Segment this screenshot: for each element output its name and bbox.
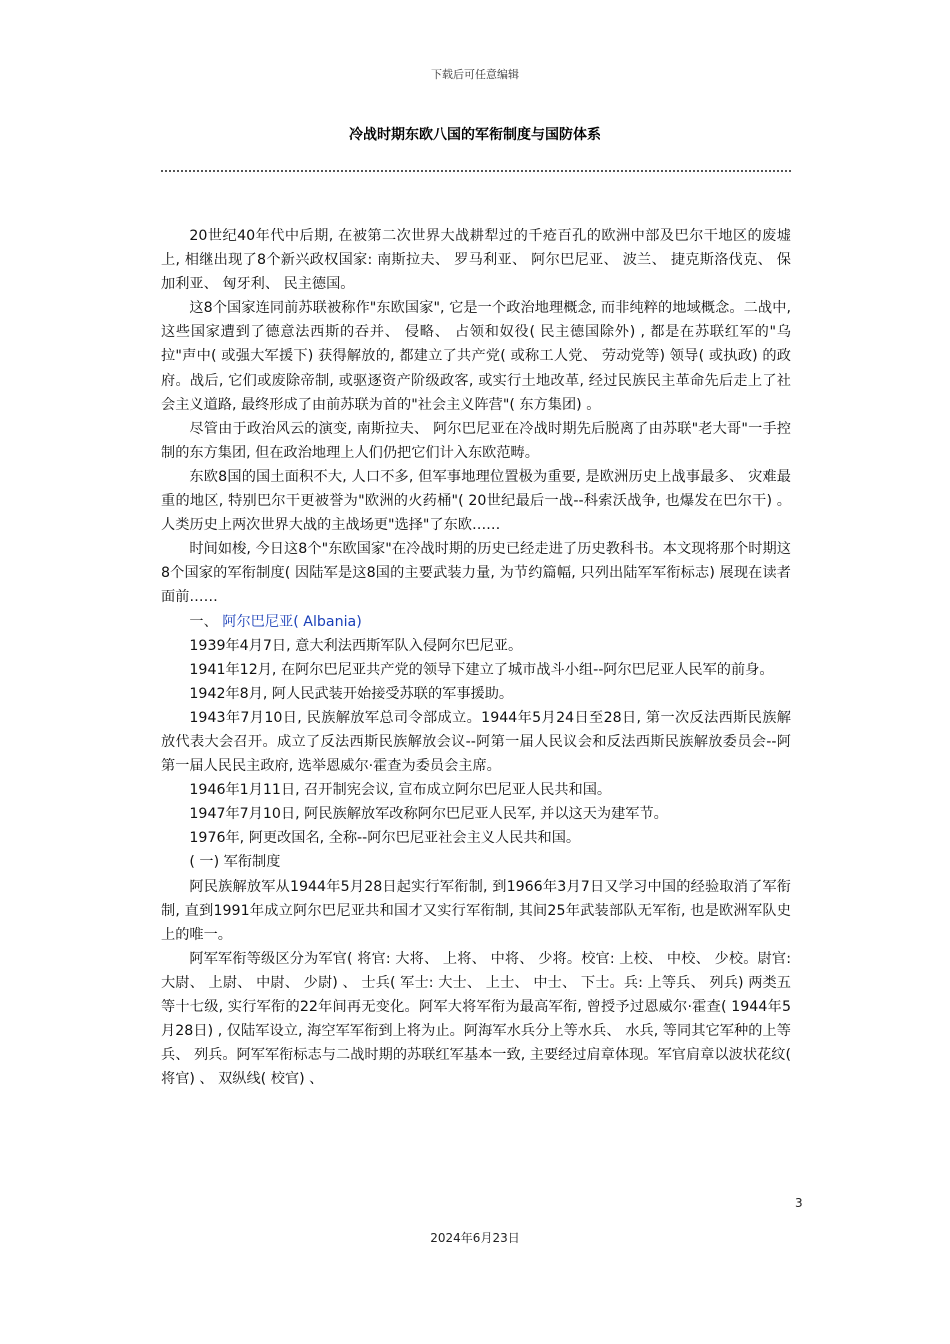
- history-paragraph-1: 1939年4月7日, 意大利法西斯军队入侵阿尔巴尼亚。: [189, 637, 523, 654]
- history-paragraph-2: 1941年12月, 在阿尔巴尼亚共产党的领导下建立了城市战斗小组--阿尔巴尼亚人民军的前身。: [189, 661, 774, 678]
- section-heading-albania: [161, 610, 791, 634]
- footer-date: 2024年6月23日: [430, 1231, 520, 1245]
- rank-paragraph-1: 阿民族解放军从1944年5月28日起实行军衔制, 到1966年3月7日又学习中国的经验取消了军衔制, 直到1991年成立阿尔巴尼亚共和国才又实行军衔制, 其间25年武装部队无军衔, 也是欧洲军队史上的唯一。: [161, 878, 791, 943]
- title-divider: [161, 170, 791, 172]
- document-body: [161, 224, 791, 1091]
- header-note: 下载后可任意编辑: [431, 68, 519, 81]
- intro-paragraph-3: 尽管由于政治风云的演变, 南斯拉夫、 阿尔巴尼亚在冷战时期先后脱离了由苏联"老大哥"一手控制的东方集团, 但在政治地理上人们仍把它们计入东欧范畴。: [161, 420, 791, 461]
- intro-paragraph-2: 这8个国家连同前苏联被称作"东欧国家", 它是一个政治地理概念, 而非纯粹的地域概念。二战中, 这些国家遭到了德意法西斯的吞并、 侵略、 占领和奴役( 民主德国除外) , 都是在苏联红军的"乌拉"声中( 或强大军援下) 获得解放的, 都建立了共产党( 或称工人党、 劳动党等) 领导( 或执政) 的政府。战后, 它们或废除帝制, 或驱逐资产阶级政客, 或实行土地改革, 经过民族民主革命先后走上了社会主义道路, 最终形成了由前苏联为首的"社会主义阵营"( 东方集团) 。: [161, 300, 791, 413]
- history-paragraph-7: 1976年, 阿更改国名, 全称--阿尔巴尼亚社会主义人民共和国。: [189, 830, 581, 847]
- rank-paragraph-2: 阿军军衔等级区分为军官( 将官: 大将、 上将、 中将、 少将。校官: 上校、 中校、 少校。尉官: 大尉、 上尉、 中尉、 少尉) 、 士兵( 军士: 大士、 上士、 中士、 下士。兵: 上等兵、 列兵) 两类五等十七级, 实行军衔的22年间再无变化。阿军大将军衔为最高军衔, 曾授予过恩威尔·霍查( 1944年5月28日) , 仅陆军设立, 海空军军衔到上将为止。阿海军水兵分上等水兵、 水兵, 等同其它军种的上等兵、 列兵。阿军军衔标志与二战时期的苏联红军基本一致, 主要经过肩章体现。军官肩章以波状花纹( 将官) 、 双纵线( 校官) 、: [161, 950, 791, 1088]
- intro-paragraph-5: 时间如梭, 今日这8个"东欧国家"在冷战时期的历史已经走进了历史教科书。本文现将那个时期这8个国家的军衔制度( 因陆军是这8国的主要武装力量, 为节约篇幅, 只列出陆军军衔标志) 展现在读者面前……: [161, 541, 791, 606]
- subsection-heading: ( 一) 军衔制度: [189, 854, 281, 871]
- document-title: 冷战时期东欧八国的军衔制度与国防体系: [349, 127, 601, 143]
- intro-paragraph-4: 东欧8国的国土面积不大, 人口不多, 但军事地理位置极为重要, 是欧洲历史上战事最多、 灾难最重的地区, 特别巴尔干更被誉为"欧洲的火药桶"( 20世纪最后一战--科索沃战争, 也爆发在巴尔干) 。人类历史上两次世界大战的主战场更"选择"了东欧……: [161, 468, 791, 534]
- section-title-link[interactable]: 阿尔巴尼亚( Albania): [222, 613, 362, 630]
- intro-paragraph-1: 20世纪40年代中后期, 在被第二次世界大战耕犁过的千疮百孔的欧洲中部及巴尔干地区的废墟上, 相继出现了8个新兴政权国家: 南斯拉夫、 罗马利亚、 阿尔巴尼亚、 波兰、 捷克斯洛伐克、 保加利亚、 匈牙利、 民主德国。: [161, 228, 791, 293]
- page-number: 3: [795, 1196, 803, 1210]
- history-paragraph-6: 1947年7月10日, 阿民族解放军改称阿尔巴尼亚人民军, 并以这天为建军节。: [189, 806, 668, 823]
- section-number: 一、: [189, 613, 223, 630]
- history-paragraph-5: 1946年1月11日, 召开制宪会议, 宣布成立阿尔巴尼亚人民共和国。: [189, 782, 612, 799]
- history-paragraph-4: 1943年7月10日, 民族解放军总司令部成立。1944年5月24日至28日, 第一次反法西斯民族解放代表大会召开。成立了反法西斯民族解放会议--阿第一届人民议会和反法西斯民族解放委员会--阿第一届人民民主政府, 选举恩威尔·霍查为委员会主席。: [161, 709, 791, 775]
- history-paragraph-3: 1942年8月, 阿人民武装开始接受苏联的军事援助。: [189, 685, 514, 702]
